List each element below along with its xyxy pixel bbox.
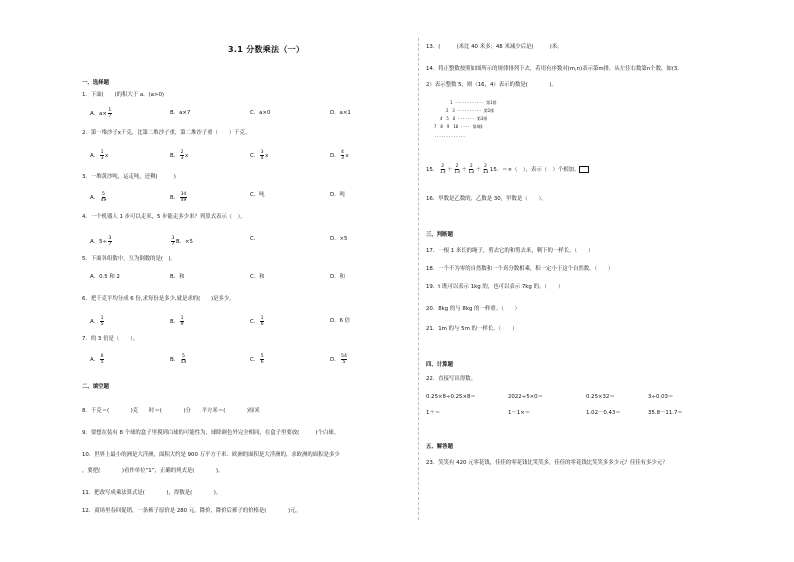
q23-text[interactable]: 23．笑笑有 420 元零花钱，佳佳的零花钱比笑笑多，佳佳的零花钱比笑笑多多少元？佳佳有多少元？ [426,460,668,466]
q6-option-c[interactable]: C． $\frac{1}{6}$ [250,316,264,327]
section-judge-heading: 三、判断题 [426,232,453,238]
q7-option-c[interactable]: C． $\frac{5}{6}$ [250,354,264,365]
q2-option-b[interactable]: B． $\frac{2}{3}$ x [170,150,189,161]
q6-text: 6．把千克平均分成 6 份,求每份是多少,就是求的( )是多少。 [82,296,235,302]
q16-text[interactable]: 16．甲数是乙数的，乙数是 30，甲数是（ ）。 [426,196,547,202]
q22-text: 22．直接写出得数。 [426,376,476,382]
q3-option-d[interactable]: D．吨 [330,192,345,198]
q5-option-d[interactable]: D．和 [330,274,345,280]
number-triangle-row-4: 7 8 9 10 ···· 第4排 [434,124,483,129]
q9-text[interactable]: 9．要想在装有 8 个球的盒子里摸到白球的可能性为，球除颜色外完全相同，在盒子里要放( )个白球。 [82,430,340,436]
q2-option-a[interactable]: A． $\frac{1}{3}$ x [90,150,109,161]
q21-text[interactable]: 21．1m 的与 5m 的一样长。（ ） [426,326,518,332]
q10-text-line1[interactable]: 10．世界上最小的洲是大洋洲，面积大约是 900 万平方千米．欧洲的面积是大洋洲的，求欧洲的面积是多少 [82,452,340,458]
number-triangle-row-2: 2 3 ·········· 第2排 [446,108,495,113]
q6-option-a[interactable]: A． $\frac{1}{5}$ [90,316,104,327]
q1-option-d[interactable]: D．a×1 [330,110,351,116]
q4-option-b[interactable]: $\frac{3}{7}$ B．×5 [171,236,193,247]
q15-text[interactable]: 15． $\frac{2}{13}$ ＋ $\frac{2}{13}$ ＋ $\frac{2}{13}$ ＋ $\frac{2}{13}$ 15．＝×（ ），表示（ ）个相加。 [426,164,589,175]
q1-option-c[interactable]: C．a×0 [250,110,271,116]
q3-option-b[interactable]: B． $\frac{34}{49}$ [170,192,187,203]
q3-option-a[interactable]: A． $\frac{5}{49}$ [90,192,107,203]
number-triangle-row-3: 4 5 6 ······· 第3排 [440,116,488,121]
section-calc-heading: 四、计算题 [426,362,453,368]
q17-text[interactable]: 17．一根 1 米长的绳子，剪去它的和剪去米，剩下的一样长。（ ） [426,248,594,254]
q19-text[interactable]: 19．t 既可以表示 1kg 的，也可以表示 7kg 的。（ ） [426,284,564,290]
q2-option-c[interactable]: C． $\frac{3}{4}$ x [250,150,269,161]
number-triangle-dots: ············· [434,134,466,139]
q5-text: 5．下面各组数中，互为倒数的是( )。 [82,256,176,262]
calc-item[interactable]: 1＋＝ [426,410,441,416]
calc-item[interactable]: 0.25×32＝ [586,394,615,400]
calc-item[interactable]: 1.02－0.43＝ [586,410,621,416]
q7-option-d[interactable]: D． $\frac{54}{5}$ [330,354,347,365]
q10-text-line2[interactable]: ，要把( )看作单位“1”，正确的列式是( )。 [82,468,224,474]
calc-item[interactable]: 3÷0.03＝ [648,394,674,400]
q7-text: 7．的 3 倍是（ ）。 [82,336,139,342]
section-fill-heading: 二、填空题 [82,384,109,390]
q3-text: 3．一堆黄沙吨，运走吨，还剩( ) [82,174,176,180]
q2-text: 2．第一堆沙子x千克，比第二堆沙子重，第二堆沙子重（ ）千克。 [82,130,251,136]
q14-text-line2[interactable]: 2）表示整数 5，则（16，4）表示的数是( )。 [426,82,557,88]
q1-option-a[interactable]: A．a× $\frac{1}{7}$ [90,108,112,119]
section-choice-heading: 一、选择题 [82,80,109,86]
q1-option-b[interactable]: B．a×7 [170,110,191,116]
calc-item[interactable]: 0.25×8÷0.25×8＝ [426,394,476,400]
number-triangle-row-1: 1 ············ 第1排 [450,100,497,105]
q4-text: 4．一个机器人 1 步可以走米，5 步能走多少米？列算式表示（ ）。 [82,214,246,220]
worksheet-title: 3.1 分数乘法（一） [228,45,305,54]
q8-text[interactable]: 8．千克＝( )克 时＝( )分 平方米＝( )厘米 [82,408,260,414]
q1-text: 1．下面( )的积大于 a．(a>0) [82,92,165,98]
calc-item[interactable]: 35.8－11.7＝ [648,410,683,416]
q7-option-b[interactable]: B． $\frac{5}{54}$ [170,354,187,365]
q6-option-d[interactable]: D．6 倍 [330,318,351,324]
q7-option-a[interactable]: A． $\frac{6}{5}$ [90,354,104,365]
q6-option-b[interactable]: B． $\frac{1}{9}$ [170,316,184,327]
column-divider [418,38,419,520]
section-answer-heading: 五、解答题 [426,444,453,450]
q5-option-a[interactable]: A．0.5 和 2 [90,274,120,280]
q2-option-d[interactable]: D． $\frac{4}{3}$ x [330,150,349,161]
calc-item[interactable]: 1－1×＝ [508,410,531,416]
q3-option-c[interactable]: C．吨 [250,192,265,198]
q11-text[interactable]: 11．把改写成乘法算式是( )，得数是( )。 [82,490,222,496]
q13-text[interactable]: 13．( )米比 40 米多；48 米减少后是( )米。 [426,44,563,50]
q5-option-b[interactable]: B．和 [170,274,185,280]
calc-item[interactable]: 2022÷5×0＝ [508,394,544,400]
q20-text[interactable]: 20．8kg 的与 8kg 的一样重。（ ） [426,306,520,312]
q18-text[interactable]: 18．一个不为零的自然数和一个真分数相乘，积一定小于这个自然数。（ ） [426,266,614,272]
q4-option-a[interactable]: A．5÷ $\frac{3}{7}$ [90,236,112,247]
q4-option-c[interactable]: C． [250,236,260,242]
q12-text[interactable]: 12．商场里春回促销，一条裤子原价是 280 元，降价，降价后裤子的价格是( )元。 [82,508,301,514]
q4-option-d[interactable]: D．×5 [330,236,348,242]
q5-option-c[interactable]: C．和 [250,274,265,280]
q14-text-line1: 14．将正整数按照如图所示的规律排列下去，若用有序数对(m,n)表示第m排，从左往右数第n个数，如(3, [426,66,679,72]
